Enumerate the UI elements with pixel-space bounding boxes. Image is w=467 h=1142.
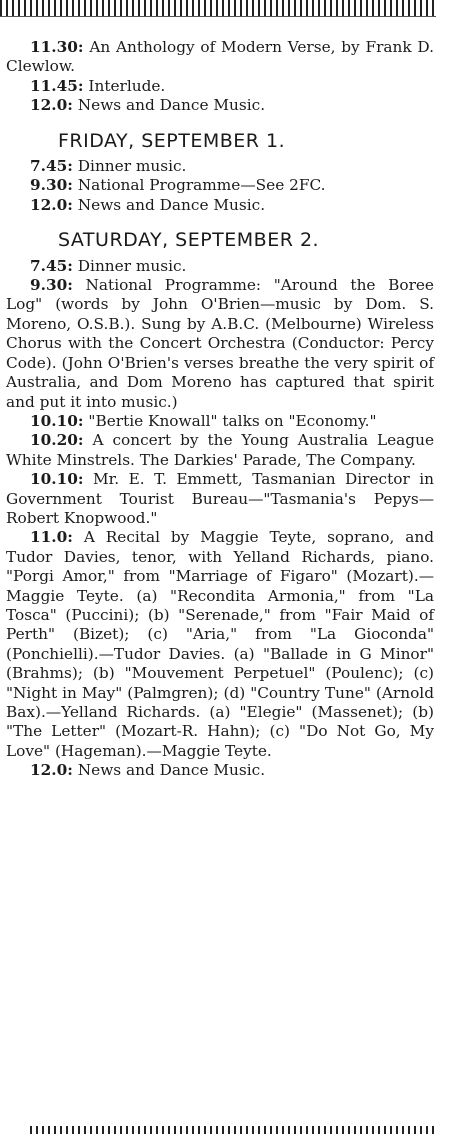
- entry-time: 11.30:: [30, 38, 84, 56]
- program-entry: [6, 157, 434, 176]
- entry-text: News and Dance Music.: [77, 96, 266, 115]
- program-entry: [6, 470, 434, 528]
- entry-time: 11.0:: [30, 528, 73, 547]
- program-entry: [6, 276, 434, 412]
- entry-time: 7.45:: [30, 256, 73, 275]
- entry-text: An Anthology of Modern Verse, by Frank D. Clewlow.: [6, 38, 434, 76]
- entry-text: "Bertie Knowall" talks on "Economy.": [88, 411, 377, 430]
- top-rule: [0, 0, 436, 17]
- entry-time: 9.30:: [30, 176, 73, 195]
- day-heading: SATURDAY, SEPTEMBER 2.: [58, 229, 320, 252]
- entry-text: Dinner music.: [77, 256, 187, 275]
- entry-time: 12.0:: [30, 761, 73, 780]
- program-column: [6, 38, 434, 781]
- entry-time: 11.45:: [30, 76, 84, 95]
- entry-time: 10.10:: [30, 470, 84, 489]
- program-entry: [6, 528, 434, 761]
- day-heading: FRIDAY, SEPTEMBER 1.: [58, 129, 286, 152]
- entry-time: 7.45:: [30, 157, 73, 176]
- program-entry: [6, 96, 434, 115]
- entry-text: Mr. E. T. Emmett, Tasmanian Director in Government Tourist Bureau—"Tasmania's Pepys—Robert Knopwood.": [6, 470, 434, 527]
- entry-text: National Programme—See 2FC.: [77, 176, 326, 195]
- program-entry: [6, 196, 434, 215]
- program-entry: [6, 257, 434, 276]
- entry-text: A concert by the Young Australia League White Minstrels. The Darkies' Parade, The Company.: [6, 431, 434, 469]
- program-entry: [6, 176, 434, 195]
- entry-time: 10.10:: [30, 411, 84, 430]
- program-entry: [6, 761, 434, 780]
- entry-time: 12.0:: [30, 96, 73, 115]
- entry-text: Dinner music.: [77, 157, 187, 176]
- program-entry: [6, 412, 434, 431]
- entry-text: News and Dance Music.: [77, 761, 266, 780]
- program-entry: [6, 77, 434, 96]
- entry-time: 12.0:: [30, 195, 73, 214]
- entry-text: News and Dance Music.: [77, 195, 266, 214]
- program-entry: [6, 38, 434, 77]
- entry-time: 10.20:: [30, 431, 84, 450]
- entry-text: Interlude.: [88, 76, 166, 95]
- entry-text: National Programme: "Around the Boree Log" (words by John O'Brien—music by Dom. S. Moreno, O.S.B.). Sung by A.B.C. (Melbourne) Wireless Chorus with the Concert Orchestra (Conductor: Percy Code). (John O'Brien's verses breathe the very spirit of Australia, and Dom Moreno has captured that spirit and put it into music.): [6, 276, 434, 411]
- entry-time: 9.30:: [30, 276, 73, 295]
- bottom-rule: [30, 1126, 436, 1134]
- entry-text: A Recital by Maggie Teyte, soprano, and Tudor Davies, tenor, with Yelland Richards, piano. "Porgi Amor," from "Marriage of Figaro" (Mozart).—Maggie Teyte. (a) "Recondita Armonia," from "La Tosca" (Puccini); (b) "Serenade," from "Fair Maid of Perth" (Bizet); (c) "Aria," from "La Gioconda" (Ponchielli).—Tudor Davies. (a) "Ballade in G Minor" (Brahms); (b) "Mouvement Perpetuel" (Poulenc); (c) "Night in May" (Palmgren); (d) "Country Tune" (Arnold Bax).—Yelland Richards. (a) "Elegie" (Massenet); (b) "The Letter" (Mozart-R. Hahn); (c) "Do Not Go, My Love" (Hageman).—Maggie Teyte.: [6, 528, 434, 760]
- program-entry: [6, 431, 434, 470]
